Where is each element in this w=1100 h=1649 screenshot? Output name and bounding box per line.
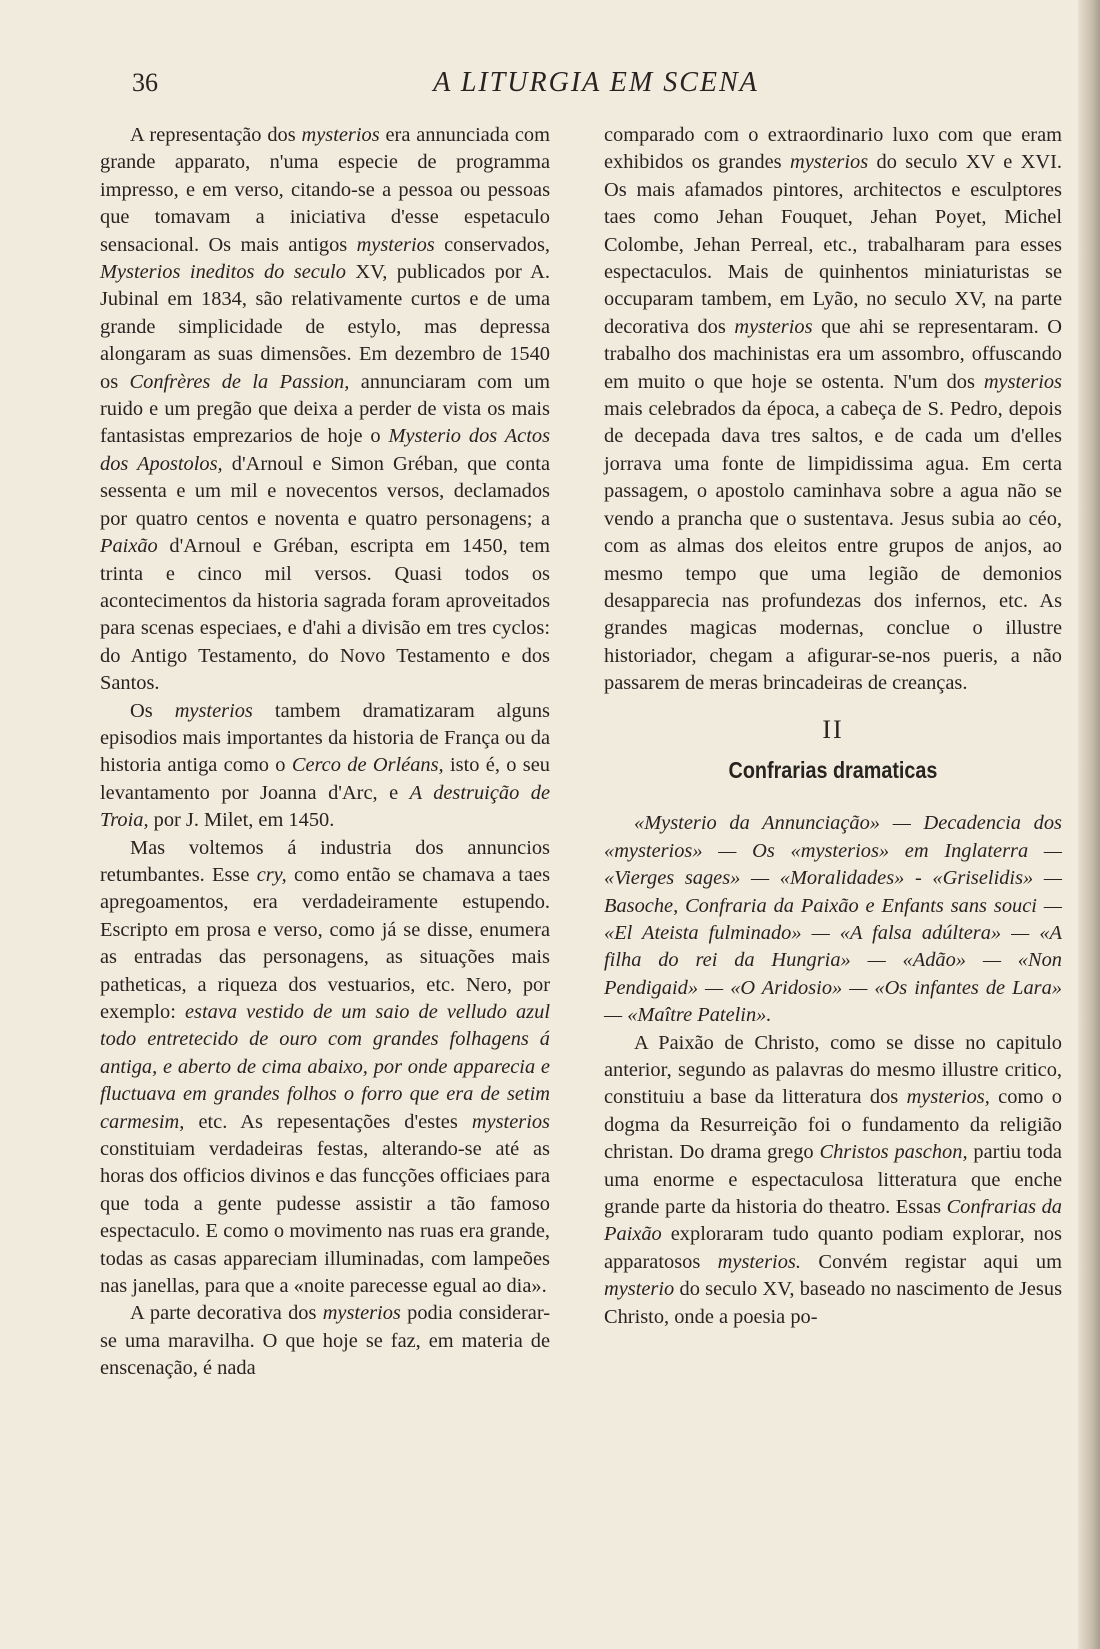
paragraph: Os mysterios tambem dramatizaram alguns episodios mais importantes da historia de França ou da historia antiga como o Cerco de Orléans, isto é, o seu levantamento por Joanna d'Arc, e A destruição de Troia, por J. Milet, em 1450.	[100, 699, 550, 832]
page-header	[130, 64, 1062, 104]
section-numeral: II	[822, 714, 844, 744]
chapter-summary: «Mysterio da Annunciação» — Decadencia dos «mysterios» — Os «mysterios» em Inglaterra — «Vierges sages» — «Moralidades» - «Griselidis» — Basoche, Confraria da Paixão e Enfants sans souci — «El Ateista fulminado» — «A falsa adúltera» — «A filha do rei da Hungria» — «Adão» — «Non Pendigaid» — «O Aridosio» — «Os infantes de Lara» — «Maître Patelin».	[604, 812, 1062, 1027]
paragraph: A parte decorativa dos mysterios podia considerar-se uma maravilha. O que hoje se faz, em materia de enscenação, é nada	[100, 1302, 551, 1380]
page-number: 36	[132, 68, 158, 97]
running-title: A LITURGIA EM SCENA	[433, 67, 759, 98]
paragraph: comparado com o extraordinario luxo com que eram exhibidos os grandes mysterios do seculo XV e XVI. Os mais afamados pintores, architectos e esculptores taes como Jehan Fouquet, Jehan Poyet, Michel Colombe, Jehan Perreal, etc., trabalharam para esses espectaculos. Mais de quinhentos miniaturistas se occuparam tambem, em Lyão, no seculo XV, na parte decorativa dos mysterios que ahi se representaram. O trabalho dos machinistas era um assombro, offuscando em muito o que hoje se ostenta. N'um dos mysterios mais celebrados da época, a cabeça de S. Pedro, depois de decepada dava tres saltos, e de cada um d'elles jorrava uma fonte de limpidissima agua. Em certa passagem, o apostolo caminhava sobre a agua não se vendo a prancha que o sustentava. Jesus subia ao céo, com as almas dos eleitos entre grupos de anjos, ao mesmo tempo que uma legião de demonios desapparecia nas profundezas dos infernos, etc. As grandes magicas modernas, conclue o illustre historiador, chegam a afigurar-se-nos pueris, a não passarem de meras brincadeiras de creanças.	[604, 124, 1063, 695]
page-edge-shadow	[1078, 0, 1100, 1649]
paragraph: Mas voltemos á industria dos annuncios retumbantes. Esse cry, como então se chamava a taes apregoamentos, era verdadeiramente estupendo. Escripto em prosa e verso, como já se disse, enumera as entradas das personagens, as situações mais patheticas, a riqueza dos vestuarios, etc. Nero, por exemplo: estava vestido de um saio de velludo azul todo entretecido de ouro com grandes folhagens á antiga, e aberto de cima abaixo, por onde apparecia e fluctuava em grandes folhos o forro que era de setim carmesim, etc. As repesentações d'estes mysterios constituiam verdadeiras festas, alterando-se até as horas dos officios divinos e das funcções officiaes para que toda a gente pudesse assistir a tão famoso espectaculo. E como o movimento nas ruas era grande, todas as casas appareciam illuminadas, com lampeões nas janellas, para que a «noite parecesse egual ao dia».	[100, 836, 551, 1298]
section-title: Confrarias dramaticas	[728, 756, 938, 783]
paragraph: A representação dos mysterios era annunciada com grande apparato, n'uma especie de programma impresso, e em verso, citando-se a pessoa ou pessoas que tomavam a iniciativa d'esse espetaculo sensacional. Os mais antigos mysterios conservados, Mysterios ineditos do seculo XV, publicados por A. Jubinal em 1834, são relativamente curtos e de uma grande simplicidade de estylo, mas depressa alongaram as suas dimensões. Em dezembro de 1540 os Confrères de la Passion, annunciaram com um ruido e um pregão que deixa a perder de vista os mais fantasistas emprezarios de hoje o Mysterio dos Actos dos Apostolos, d'Arnoul e Simon Gréban, que conta sessenta e um mil e novecentos versos, declamados por quatro centos e noventa e quatro personagens; a Paixão d'Arnoul e Gréban, escripta em 1450, tem trinta e cinco mil versos. Quasi todos os acontecimentos da historia sagrada foram aproveitados para scenas especiaes, e d'ahi a divisão em tres cyclos: do Antigo Testamento, do Novo Testamento e dos Santos.	[100, 124, 551, 695]
paragraph: A Paixão de Christo, como se disse no capitulo anterior, segundo as palavras do mesmo illustre critico, constituiu a base da litteratura dos mysterios, como o dogma da Resurreição foi o fundamento da religião christan. Do drama grego Christos paschon, partiu toda uma enorme e espectaculosa litteratura que enche grande parte da historia do theatro. Essas Confrarias da Paixão exploraram tudo quanto podiam explorar, nos apparatosos mysterios. Convém registar aqui um mysterio do seculo XV, baseado no nascimento de Jesus Christo, onde a poesia po-	[604, 1031, 1062, 1328]
left-column	[100, 122, 550, 1383]
right-column	[604, 122, 1062, 1331]
